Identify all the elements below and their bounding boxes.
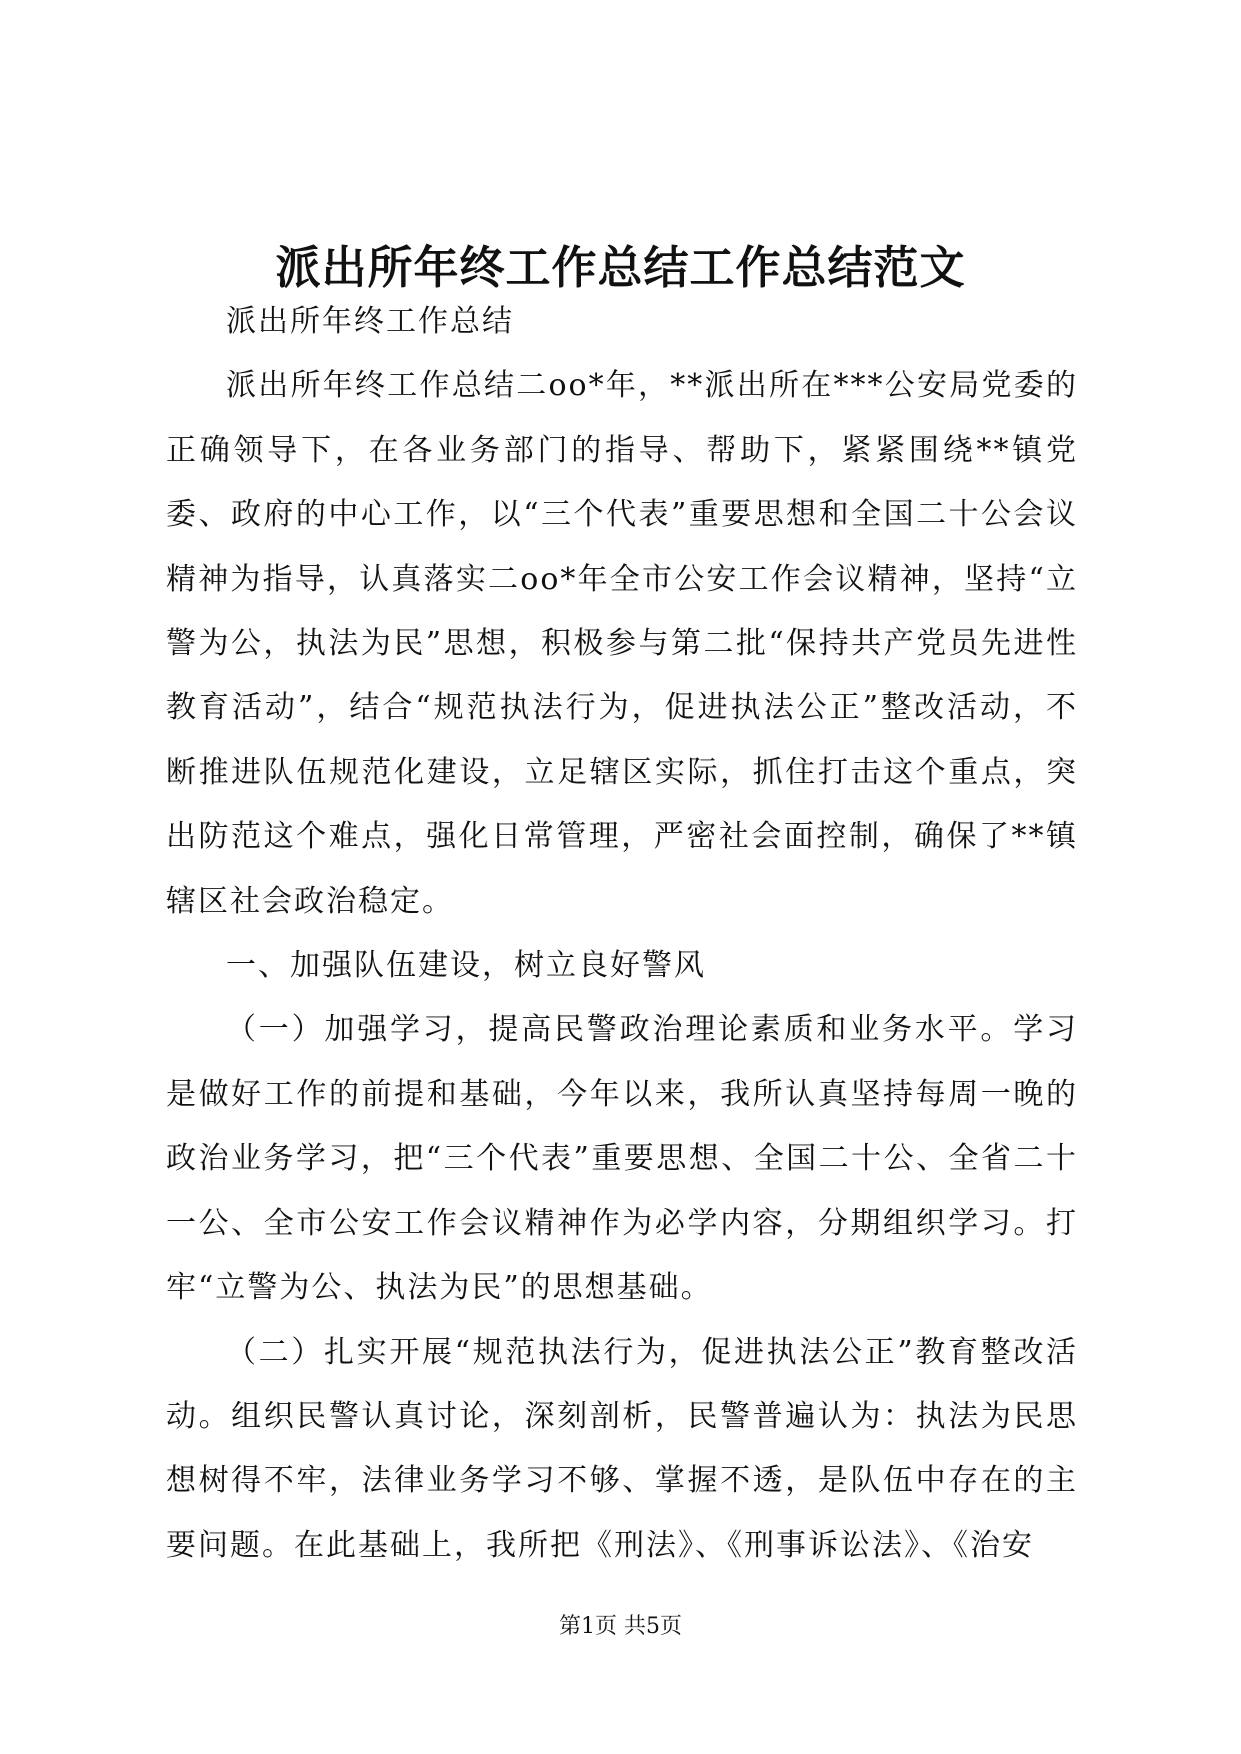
paragraph-section-1-2: （二）扎实开展“规范执法行为，促进执法公正”教育整改活动。组织民警认真讨论，深刻剖析，民警普遍认为：执法为民思想树得不牢，法律业务学习不够、掌握不透，是队伍中存在的主要问题。在此基础上，我所把《刑法》、《刑事诉讼法》、《治安 [166,1334,1078,1563]
paragraph-subtitle: 派出所年终工作总结 [226,304,514,339]
page-number-footer: 第1页 共5页 [559,1614,682,1639]
paragraph-section-1-1: （一）加强学习，提高民警政治理论素质和业务水平。学习是做好工作的前提和基础，今年以来，我所认真坚持每周一晚的政治业务学习，把“三个代表”重要思想、全国二十公、全省二十一公、全市公安工作会议精神作为必学内容，分期组织学习。打牢“立警为公、执法为民”的思想基础。 [166,1012,1078,1306]
document-body [166,290,1078,1578]
paragraph-intro: 派出所年终工作总结二oo*年，**派出所在***公安局党委的正确领导下，在各业务部门的指导、帮助下，紧紧围绕**镇党委、政府的中心工作，以“三个代表”重要思想和全国二十公会议精神为指导，认真落实二oo*年全市公安工作会议精神，坚持“立警为公，执法为民”思想，积极参与第二批“保持共产党员先进性教育活动”，结合“规范执法行为，促进执法公正”整改活动，不断推进队伍规范化建设，立足辖区实际，抓住打击这个重点，突出防范这个难点，强化日常管理，严密社会面控制，确保了**镇辖区社会政治稳定。 [166,368,1078,919]
section-heading-1: 一、加强队伍建设，树立良好警风 [226,948,706,984]
document-title: 派出所年终工作总结工作总结范文 [275,241,966,295]
